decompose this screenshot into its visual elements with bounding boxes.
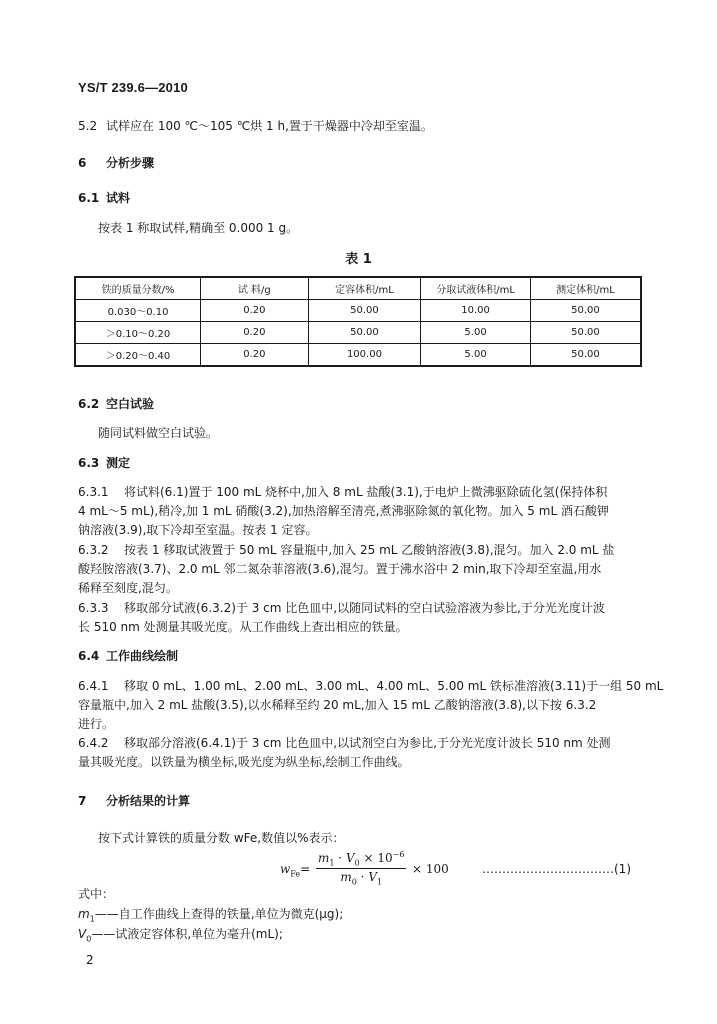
- clause-text: 将试料(6.1)置于 100 mL 烧杯中,加入 8 mL 盐酸(3.1),于电炉上微沸驱除硫化氢(保持体积: [124, 485, 608, 499]
- clause-number: 6.4.2: [78, 736, 109, 750]
- clause-number: 6.3.3: [78, 601, 109, 615]
- clause-6-3-2-line: [78, 542, 614, 558]
- table-cell: ＞0.20～0.40: [75, 344, 201, 367]
- section-title: 测定: [106, 456, 131, 470]
- section-6-1-text: 按表 1 称取试样,精确至 0.000 1 g。: [98, 221, 299, 235]
- page-number: 2: [86, 953, 94, 967]
- table-header-cell: 定容体积/mL: [308, 277, 421, 300]
- section-6-2-heading: [78, 396, 154, 412]
- section-number: 6: [78, 156, 87, 170]
- equation-number: ……………………………(1): [482, 862, 631, 876]
- formula-lhs: $w_{Fe}=$: [280, 862, 311, 879]
- table-header-cell: 测定体积/mL: [530, 277, 641, 300]
- table-cell: 5.00: [421, 322, 531, 344]
- table-caption: 表 1: [345, 252, 372, 267]
- formula-fraction: [316, 850, 406, 887]
- clause-6-3-2-line: 稀释至刻度,混匀。: [78, 581, 178, 595]
- clause-text: 按表 1 移取试液置于 50 mL 容量瓶中,加入 25 mL 乙酸钠溶液(3.8),混匀。加入 2.0 mL 盐: [124, 543, 615, 557]
- variable-definition: $m_1——$自工作曲线上查得的铁量,单位为微克(μg);: [78, 907, 344, 924]
- section-number: 6.3: [78, 456, 100, 470]
- table-header-cell: 试 料/g: [201, 277, 309, 300]
- clause-text: 试样应在 100 ℃～105 ℃烘 1 h,置于干燥器中冷却至室温。: [106, 119, 433, 133]
- clause-6-4-2-line: [78, 735, 611, 751]
- clause-6-4-1-line: 进行。: [78, 717, 115, 731]
- table-cell: 50.00: [530, 322, 641, 344]
- section-title: 分析结果的计算: [106, 794, 191, 808]
- section-6-4-heading: [78, 648, 178, 664]
- section-title: 试料: [106, 191, 131, 205]
- section-7-intro: 按下式计算铁的质量分数 wFe,数值以%表示：: [98, 831, 345, 845]
- table-header-cell: 分取试液体积/mL: [421, 277, 531, 300]
- clause-text: 移取部分溶液(6.4.1)于 3 cm 比色皿中,以试剂空白为参比,于分光光度计波长 510 nm 处测: [124, 736, 611, 750]
- standard-code-header: YS/T 239.6—2010: [78, 80, 188, 95]
- table-cell: 50.00: [308, 322, 421, 344]
- table-cell: 0.20: [201, 322, 309, 344]
- table-1: [74, 276, 642, 367]
- section-number: 6.2: [78, 397, 100, 411]
- table-cell: 5.00: [421, 344, 531, 367]
- clause-text: 移取 0 mL、1.00 mL、2.00 mL、3.00 mL、4.00 mL、5.00 mL 铁标准溶液(3.11)于一组 50 mL: [124, 679, 664, 693]
- section-7-heading: [78, 793, 190, 809]
- clause-6-4-2-line: 量其吸光度。以铁量为横坐标,吸光度为纵坐标,绘制工作曲线。: [78, 755, 410, 769]
- clause-6-3-3-line: 长 510 nm 处测量其吸光度。从工作曲线上查出相应的铁量。: [78, 620, 408, 634]
- variable-definition: $V_0——$试液定容体积,单位为毫升(mL);: [78, 927, 283, 944]
- clause-number: 6.3.1: [78, 485, 109, 499]
- section-title: 工作曲线绘制: [106, 649, 179, 663]
- where-label: 式中：: [78, 887, 115, 901]
- clause-6-4-1-line: [78, 678, 663, 694]
- clause-6-3-1-line: 钠溶液(3.9),取下冷却至室温。按表 1 定容。: [78, 523, 318, 537]
- table-header-cell: 铁的质量分数/%: [75, 277, 201, 300]
- clause-6-4-1-line: 容量瓶中,加入 2 mL 盐酸(3.5),以水稀释至约 20 mL,加入 15 mL 乙酸钠溶液(3.8),以下按 6.3.2: [78, 698, 597, 712]
- formula-numerator: $m_1 \cdot V_0 \times 10^{-6}$: [318, 850, 405, 868]
- clause-6-3-1-line: 4 mL～5 mL),稍冷,加 1 mL 硝酸(3.2),加热溶解至清亮,煮沸驱除氮的氧化物。加入 5 mL 酒石酸钾: [78, 504, 609, 518]
- table-row: [75, 322, 641, 344]
- table-cell: 0.20: [201, 344, 309, 367]
- section-number: 6.1: [78, 191, 100, 205]
- clause-5-2: [78, 118, 433, 134]
- table-cell: 50.00: [530, 344, 641, 367]
- table-header-row: [75, 277, 641, 300]
- section-6-1-heading: [78, 190, 130, 206]
- section-title: 空白试验: [106, 397, 155, 411]
- clause-number: 5.2: [78, 119, 98, 133]
- section-number: 6.4: [78, 649, 100, 663]
- section-6-heading: [78, 155, 154, 171]
- table-cell: 0.030～0.10: [75, 300, 201, 322]
- table-cell: 100.00: [308, 344, 421, 367]
- section-number: 7: [78, 794, 87, 808]
- clause-number: 6.3.2: [78, 543, 109, 557]
- section-6-3-heading: [78, 455, 130, 471]
- table-row: [75, 344, 641, 367]
- table-cell: 10.00: [421, 300, 531, 322]
- formula-denominator: $m_0 \cdot V_1$: [340, 870, 383, 887]
- section-title: 分析步骤: [106, 156, 155, 170]
- section-6-2-text: 随同试料做空白试验。: [98, 426, 219, 440]
- table-cell: 0.20: [201, 300, 309, 322]
- table-cell: ＞0.10～0.20: [75, 322, 201, 344]
- table-row: [75, 300, 641, 322]
- clause-6-3-2-line: 酸羟胺溶液(3.7)、2.0 mL 邻二氮杂菲溶液(3.6),混匀。置于沸水浴中 2 min,取下冷却至室温,用水: [78, 562, 602, 576]
- formula-rhs: × 100: [412, 862, 449, 876]
- clause-6-3-3-line: [78, 600, 605, 616]
- clause-6-3-1-line: [78, 484, 607, 500]
- table-cell: 50.00: [308, 300, 421, 322]
- clause-text: 移取部分试液(6.3.2)于 3 cm 比色皿中,以随同试料的空白试验溶液为参比,于分光光度计波: [124, 601, 605, 615]
- clause-number: 6.4.1: [78, 679, 109, 693]
- table-cell: 50.00: [530, 300, 641, 322]
